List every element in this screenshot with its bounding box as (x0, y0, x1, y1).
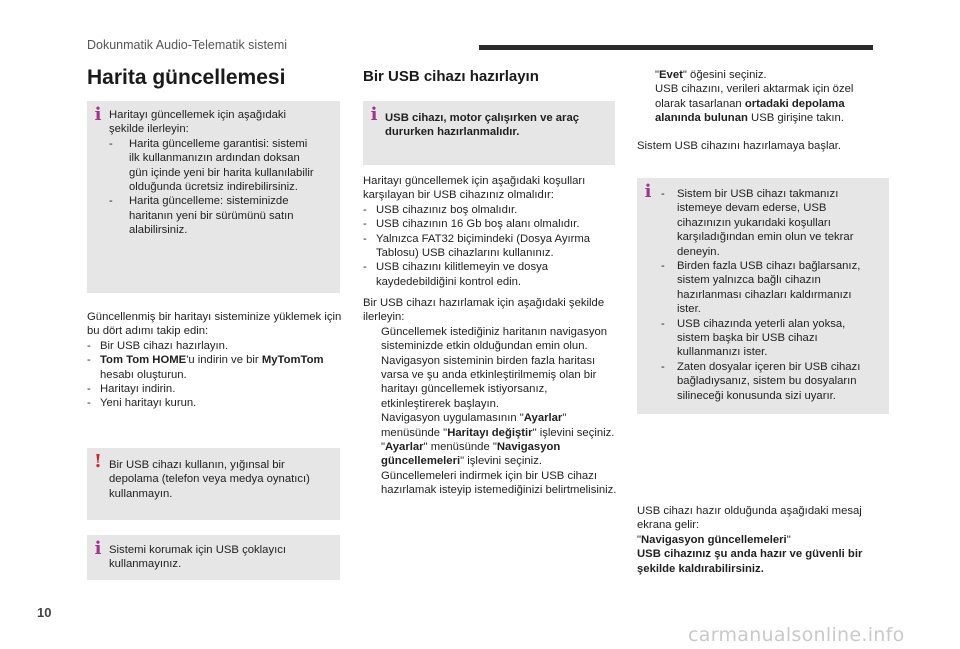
list-item: - Yalnızca FAT32 biçimindeki (Dosya Ayırma Tablosu) USB cihazlarını kullanınız. (363, 232, 591, 260)
paragraph-steps (87, 310, 345, 411)
info-note-item: - USB cihazında yeterli alan yoksa, sistem başka bir USB cihazı kullanmanızı ister. (661, 317, 846, 359)
warning-note-text: Bir USB cihazı kullanın, yığınsal bir depolama (telefon veya medya oynatıcı) kullanmayın. (109, 459, 310, 500)
info-note-body (109, 108, 318, 238)
list-item: - Haritayı indirin. (87, 383, 176, 396)
info-note-map-update (87, 101, 340, 293)
paragraph-final-message (637, 504, 889, 576)
paragraph-usb-requirements (363, 174, 618, 289)
list-item: "Evet" öğesini seçiniz. (655, 69, 767, 81)
section-heading-prepare-usb: Bir USB cihazı hazırlayın (363, 68, 539, 85)
list-item: Güncellemeleri indirmek için bir USB cihazı hazırlamak isteyip istemediğinizi belirtmelisiniz. (381, 469, 617, 497)
warning-note-usb (87, 448, 340, 520)
info-note-usb-hub (87, 535, 340, 580)
section-heading-map-update: Harita güncellemesi (87, 66, 286, 89)
info-icon: i (94, 538, 102, 559)
info-note-item: - Harita güncelleme garantisi: sistemi ilk kullanmanızın ardından doksan gün içinde yeni bir harita kullanılabilir olduğunda ücretsiz indirebilirsiniz. (109, 137, 314, 194)
list-item: "Ayarlar" menüsünde "Navigasyon güncellemeleri" işlevini seçiniz. (381, 441, 561, 468)
list-item: - Tom Tom HOME'u indirin ve bir MyTomTom hesabı oluşturun. (87, 354, 324, 381)
info-icon: i (644, 181, 652, 202)
list-item: - USB cihazınız boş olmalıdır. (363, 203, 518, 216)
info-note-engine (363, 101, 615, 165)
page-number: 10 (37, 605, 52, 620)
info-icon: i (370, 104, 378, 125)
info-note-item: - Birden fazla USB cihazı bağlarsanız, sistem yalnızca bağlı cihazın hazırlanması cihazları kaldırmanızı ister. (661, 260, 861, 316)
paragraph-continued-steps (637, 68, 887, 126)
info-note-usb-troubleshooting (637, 178, 889, 414)
info-note-item: - Harita güncelleme: sisteminizde haritanın yeni bir sürümünü satın alabilirsiniz. (109, 195, 294, 237)
final-message-body: USB cihazınız şu anda hazır ve güvenli bir şekilde kaldırabilirsiniz. (637, 548, 863, 575)
list-item-continuation: Navigasyon sisteminin birden fazla haritası varsa ve şu anda etkinleştirilmemiş olan bir haritayı güncellemek istiyorsanız, etkinleştirerek başlayın. (381, 354, 597, 410)
info-note-intro: Haritayı güncellemek için aşağıdaki şekilde ilerleyin: (109, 109, 287, 136)
requirements-intro: Haritayı güncellemek için aşağıdaki koşulları karşılayan bir USB cihazınız olmalıdır: (363, 175, 586, 202)
list-item: - Bir USB cihazı hazırlayın. (87, 339, 229, 352)
final-intro: USB cihazı hazır olduğunda aşağıdaki mesaj ekrana gelir: (637, 505, 862, 532)
warning-icon: ! (94, 451, 102, 472)
list-item: - USB cihazının 16 Gb boş alanı olmalıdır. (363, 218, 580, 231)
list-item: USB cihazını, verileri aktarmak için özel olarak tasarlanan ortadaki depolama alanında bulunan USB girişine takın. (655, 83, 854, 125)
steps-intro: Güncellenmiş bir haritayı sisteminize yüklemek için bu dört adımı takip edin: (87, 311, 342, 338)
info-note-item: - Zaten dosyalar içeren bir USB cihazı bağladıysanız, sistem bu dosyaların silineceği konusunda sizi uyarır. (661, 360, 861, 402)
list-item: - USB cihazını kilitlemeyin ve dosya kaydedebildiğini kontrol edin. (363, 261, 549, 288)
list-item: Güncellemek istediğiniz haritanın navigasyon sisteminizde etkin olduğundan emin olun. (381, 325, 608, 353)
status-text: Sistem USB cihazını hazırlamaya başlar. (637, 140, 842, 152)
info-note-text: USB cihazı, motor çalışırken ve araç dururken hazırlanmalıdır. (385, 112, 580, 139)
info-icon: i (94, 104, 102, 125)
info-note-item: - Sistem bir USB cihazı takmanızı istemeye devam ederse, USB cihazınızın yukarıdaki koşulları karşıladığından emin olun ve tekrar deneyin. (661, 188, 854, 258)
running-header: Dokunmatik Audio-Telematik sistemi (87, 38, 288, 52)
final-message-title: "Navigasyon güncellemeleri" (637, 533, 791, 546)
info-note-body (661, 187, 877, 403)
prepare-intro: Bir USB cihazı hazırlamak için aşağıdaki şekilde ilerleyin: (363, 297, 605, 324)
header-rule (479, 45, 873, 50)
list-item: Navigasyon uygulamasının "Ayarlar" menüsünde "Haritayı değiştir" işlevini seçiniz. (381, 412, 615, 439)
info-note-text: Sistemi korumak için USB çoklayıcı kullanmayınız. (109, 544, 287, 571)
list-item: - Yeni haritayı kurun. (87, 397, 197, 410)
paragraph-prepare-steps (363, 296, 618, 498)
watermark-logo: carmanualsonline.info (688, 624, 905, 646)
